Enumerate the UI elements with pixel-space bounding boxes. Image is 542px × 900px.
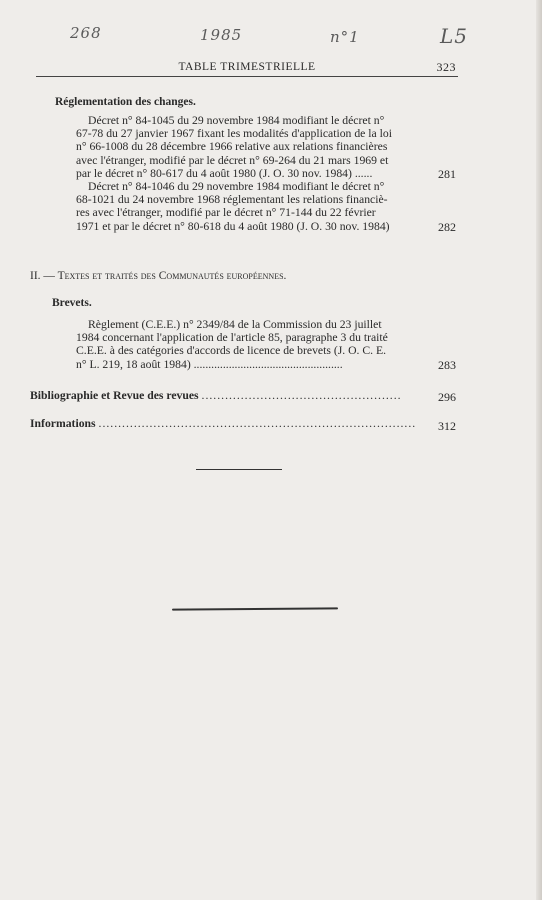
toc-entry-bibliographie [30, 389, 422, 402]
entry-line: n° 66-1008 du 28 décembre 1966 relative aux relations financières [76, 140, 388, 154]
entry-line: avec l'étranger, modifié par le décret n° 69-264 du 21 mars 1969 et [76, 153, 389, 167]
toc-entry-informations [30, 417, 422, 430]
handwritten-note-right: n°1 [330, 28, 360, 46]
page-ref-282: 282 [438, 220, 456, 234]
section-heading-changes: Réglementation des changes. [55, 96, 196, 108]
toc-entry-reglement-2349-84 [76, 318, 388, 371]
entry-line: res avec l'étranger, modifié par le décret n° 71-144 du 22 février [76, 206, 376, 220]
running-head-title: TABLE TRIMESTRIELLE [178, 61, 316, 73]
entry-line: Décret n° 84-1046 du 29 novembre 1984 modifiant le décret n° [88, 180, 385, 193]
dot-leader: ................................................... [201, 389, 402, 402]
entry-line: Règlement (C.E.E.) n° 2349/84 de la Commission du 23 juillet [88, 318, 382, 331]
running-head [36, 60, 458, 77]
page-number: 323 [436, 60, 456, 74]
page-ref-283: 283 [438, 358, 456, 372]
handwritten-note-left: 268 [70, 24, 102, 42]
entry-label: Bibliographie et Revue des revues [30, 389, 199, 402]
toc-entry-decret-84-1045 [76, 114, 392, 180]
handwritten-note-far-right: L5 [440, 24, 469, 48]
entry-line: Décret n° 84-1045 du 29 novembre 1984 modifiant le décret n° [88, 114, 385, 127]
handwritten-note-center: 1985 [200, 26, 243, 44]
page-ref-296: 296 [438, 390, 456, 404]
closing-rule [196, 469, 282, 470]
subsection-heading-brevets: Brevets. [52, 297, 92, 309]
page-ref-281: 281 [438, 167, 456, 181]
page-ref-312: 312 [438, 419, 456, 433]
section-heading-communautes: II. — Textes et traités des Communautés européennes. [30, 270, 287, 282]
page-edge-shadow [536, 0, 542, 900]
entry-line: C.E.E. à des catégories d'accords de licence de brevets (J. O. C. E. [76, 344, 387, 358]
entry-line: 67-78 du 27 janvier 1967 fixant les modalités d'application de la loi [76, 127, 392, 141]
pencil-mark [172, 607, 338, 610]
dot-leader: ................................................................................. [98, 417, 417, 430]
entry-line: par le décret n° 80-617 du 4 août 1980 (J. O. 30 nov. 1984) ...... [76, 166, 373, 180]
entry-label: Informations [30, 417, 96, 430]
entry-line: 68-1021 du 24 novembre 1968 réglementant les relations financiè- [76, 193, 388, 207]
entry-line: 1971 et par le décret n° 80-618 du 4 août 1980 (J. O. 30 nov. 1984) [76, 219, 390, 233]
toc-entry-decret-84-1046 [76, 180, 390, 233]
entry-line: 1984 concernant l'application de l'article 85, paragraphe 3 du traité [76, 331, 388, 345]
entry-line: n° L. 219, 18 août 1984) ................................................... [76, 357, 343, 371]
